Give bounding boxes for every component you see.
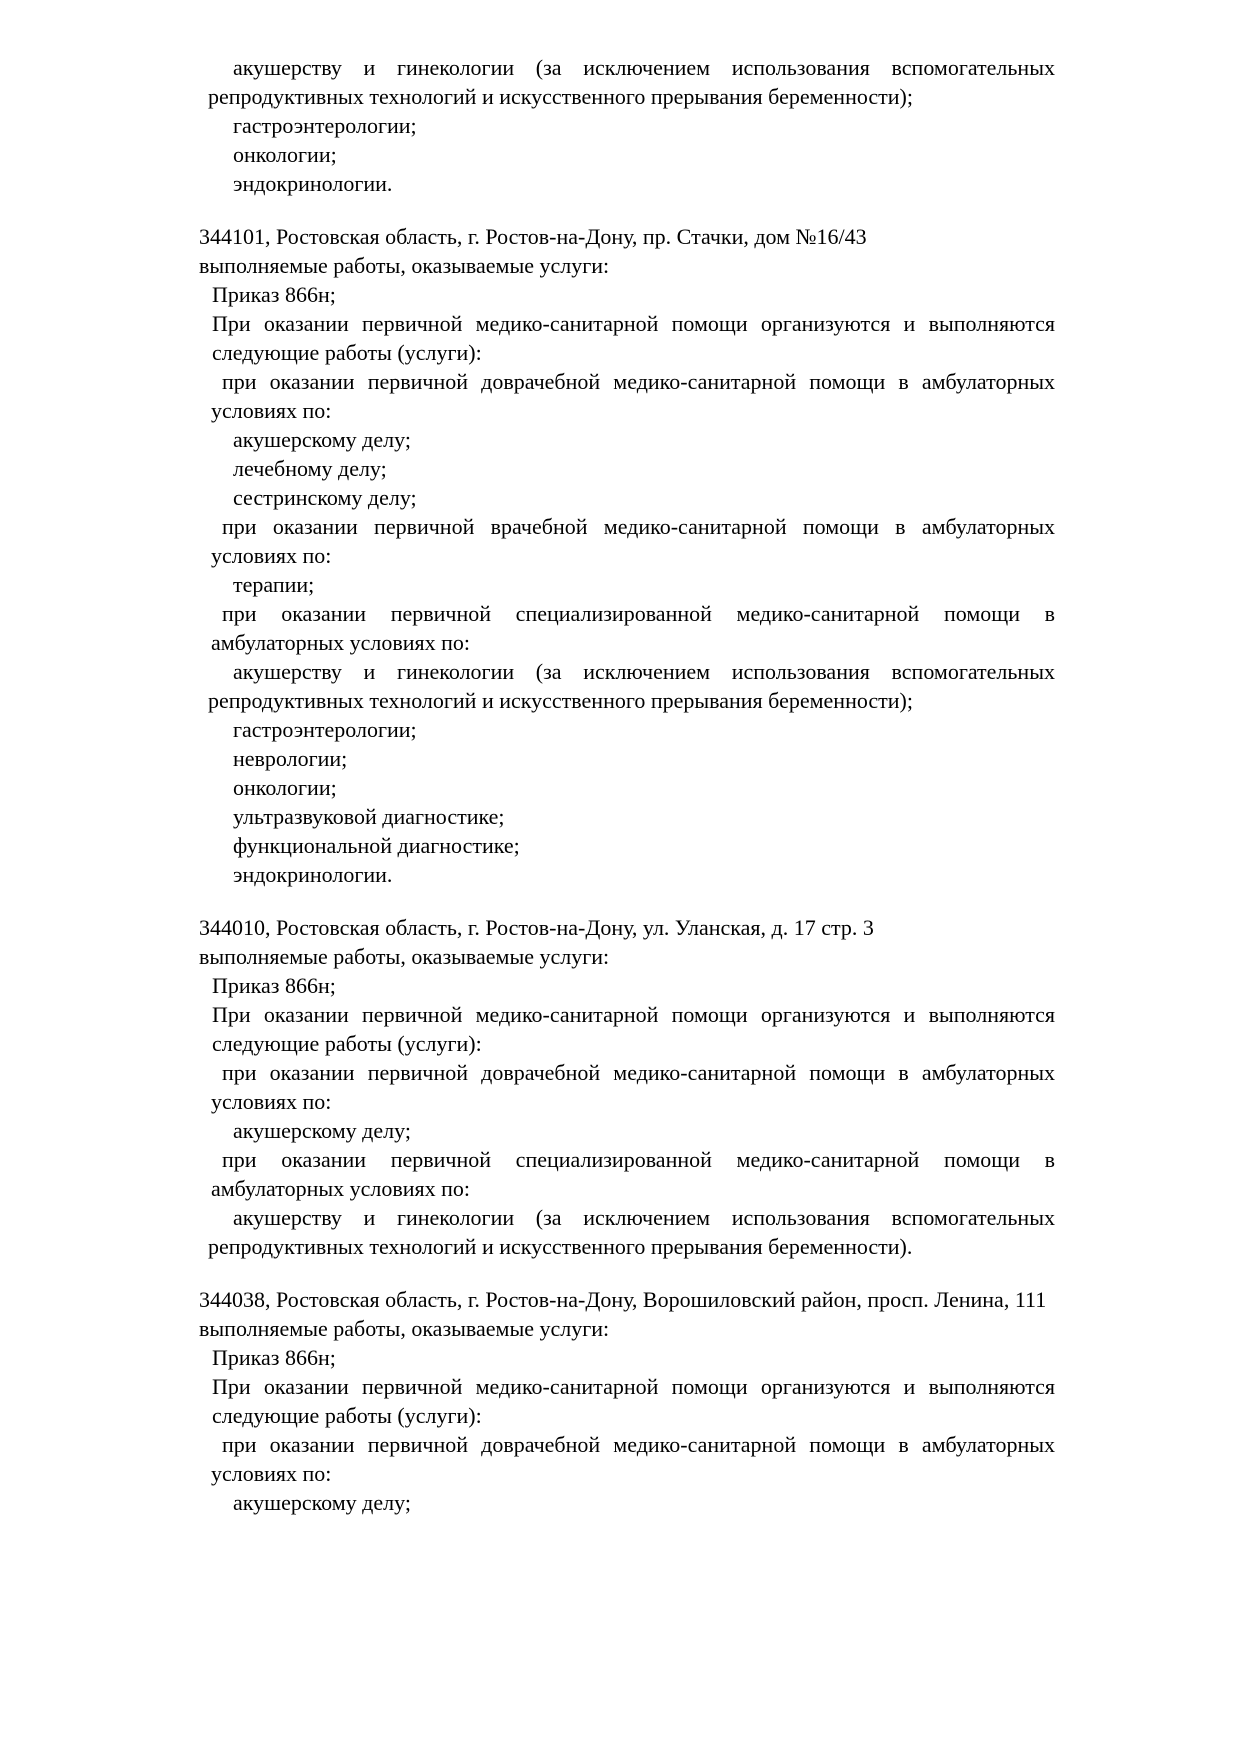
paragraph: акушерскому делу; [233,1490,411,1515]
paragraph: при оказании первичной доврачебной медико-санитарной помощи в амбулаторных условиях по: [211,1432,1055,1486]
paragraph: ультразвуковой диагностике; [233,804,505,829]
paragraph: при оказании первичной доврачебной медико-санитарной помощи в амбулаторных условиях по: [211,369,1055,423]
paragraph: при оказании первичной специализированной медико-санитарной помощи в амбулаторных условиях по: [211,1147,1055,1201]
paragraph: онкологии; [233,775,337,800]
paragraph: лечебному делу; [233,456,387,481]
paragraph: Приказ 866н; [212,1345,336,1370]
paragraph: 344101, Ростовская область, г. Ростов-на-Дону, пр. Стачки, дом №16/43 [199,224,867,249]
paragraph: при оказании первичной врачебной медико-санитарной помощи в амбулаторных условиях по: [211,514,1055,568]
paragraph: функциональной диагностике; [233,833,520,858]
paragraph: сестринскому делу; [233,485,417,510]
paragraph: выполняемые работы, оказываемые услуги: [199,944,610,969]
paragraph: При оказании первичной медико-санитарной помощи организуются и выполняются следующие работы (услуги): [212,1374,1055,1428]
paragraph: 344038, Ростовская область, г. Ростов-на-Дону, Ворошиловский район, просп. Ленина, 111 [199,1287,1047,1312]
paragraph: эндокринологии. [233,171,393,196]
paragraph: терапии; [233,572,315,597]
paragraph: выполняемые работы, оказываемые услуги: [199,1316,610,1341]
paragraph: при оказании первичной доврачебной медико-санитарной помощи в амбулаторных условиях по: [211,1060,1055,1114]
paragraph: эндокринологии. [233,862,393,887]
paragraph: акушерству и гинекологии (за исключением использования вспомогательных репродуктивных технологий и искусственного прерывания беременности); [208,659,1055,713]
paragraph: акушерству и гинекологии (за исключением использования вспомогательных репродуктивных технологий и искусственного прерывания беременности). [208,1205,1055,1259]
paragraph: акушерству и гинекологии (за исключением использования вспомогательных репродуктивных технологий и искусственного прерывания беременности); [208,55,1055,109]
paragraph: При оказании первичной медико-санитарной помощи организуются и выполняются следующие работы (услуги): [212,311,1055,365]
paragraph: гастроэнтерологии; [233,717,417,742]
paragraph: акушерскому делу; [233,427,411,452]
paragraph: Приказ 866н; [212,282,336,307]
paragraph: неврологии; [233,746,348,771]
paragraph: При оказании первичной медико-санитарной помощи организуются и выполняются следующие работы (услуги): [212,1002,1055,1056]
paragraph: акушерскому делу; [233,1118,411,1143]
paragraph: выполняемые работы, оказываемые услуги: [199,253,610,278]
paragraph: онкологии; [233,142,337,167]
paragraph: при оказании первичной специализированной медико-санитарной помощи в амбулаторных условиях по: [211,601,1055,655]
paragraph: 344010, Ростовская область, г. Ростов-на-Дону, ул. Уланская, д. 17 стр. 3 [199,915,874,940]
paragraph: Приказ 866н; [212,973,336,998]
paragraph: гастроэнтерологии; [233,113,417,138]
